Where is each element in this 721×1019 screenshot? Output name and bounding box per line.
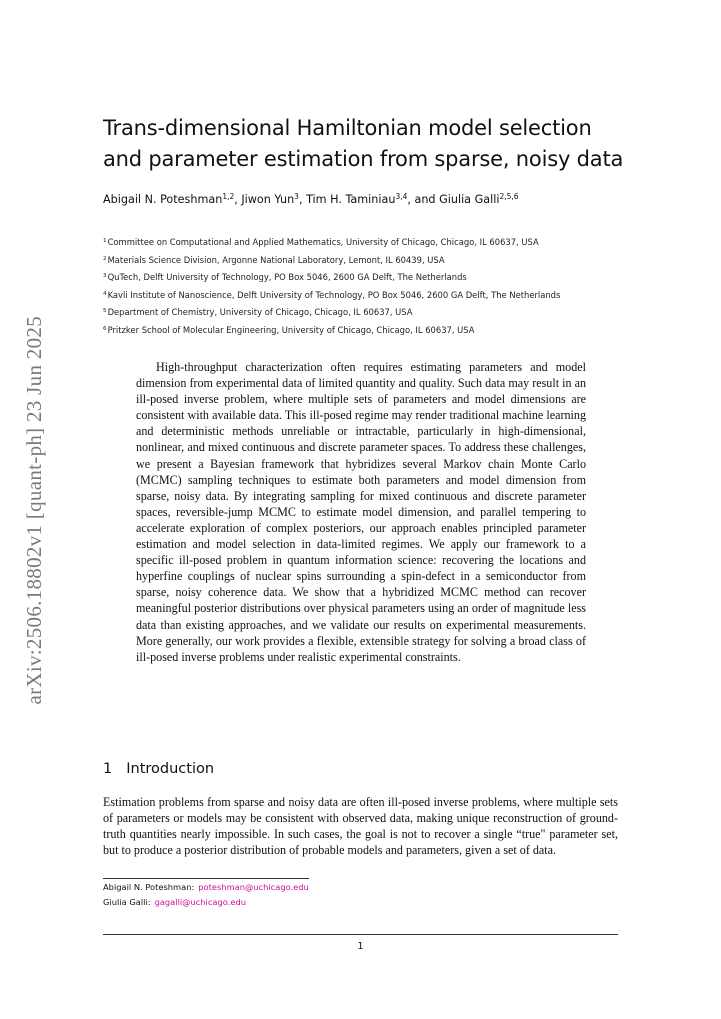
footnote-item <box>103 880 618 895</box>
affiliation-number: 2 <box>103 255 107 262</box>
section-number: 1 <box>103 761 113 777</box>
author-affiliation-mark: 2,5,6 <box>499 192 519 201</box>
footnote-author: Giulia Galli: <box>103 897 151 907</box>
email-link[interactable]: gagalli@uchicago.edu <box>154 897 246 907</box>
arxiv-identifier-text: arXiv:2506.18802v1 [quant-ph] 23 Jun 2025 <box>21 315 46 705</box>
footnotes <box>103 880 618 910</box>
affiliation-text: Kavli Institute of Nanoscience, Delft University of Technology, PO Box 5046, 2600 GA Delft, The Netherlands <box>107 289 561 300</box>
affiliation-text: Materials Science Division, Argonne National Laboratory, Lemont, IL 60439, USA <box>107 254 445 265</box>
affiliation-item <box>103 303 633 321</box>
author-affiliation-mark: 3,4 <box>395 192 408 201</box>
affiliation-text: Department of Chemistry, University of Chicago, Chicago, IL 60637, USA <box>107 307 413 318</box>
section-heading-introduction <box>103 759 214 779</box>
page-footer-divider <box>103 934 618 935</box>
affiliation-number: 6 <box>103 325 107 332</box>
author-name: Tim H. Taminiau <box>306 193 396 206</box>
footnote-divider <box>103 878 309 879</box>
author-affiliation-mark: 1,2 <box>222 192 235 201</box>
affiliation-item <box>103 286 633 304</box>
paper-title: Trans-dimensional Hamiltonian model selection and parameter estimation from sparse, noisy data <box>103 116 624 171</box>
page-number: 1 <box>357 941 364 952</box>
affiliation-item <box>103 321 633 339</box>
author-separator: , <box>298 193 307 206</box>
author-affiliation-mark: 3 <box>294 192 299 201</box>
affiliation-text: QuTech, Delft University of Technology, PO Box 5046, 2600 GA Delft, The Netherlands <box>107 272 467 283</box>
arxiv-identifier-sidebar <box>14 285 54 735</box>
affiliation-item <box>103 233 633 251</box>
author-separator: , <box>234 193 242 206</box>
affiliation-item <box>103 251 633 269</box>
author-name: Giulia Galli <box>439 193 500 206</box>
affiliation-number: 4 <box>103 290 107 297</box>
abstract: High-throughput characterization often requires estimating parameters and model dimension from experimental data of limited quantity and quality. Such data may result in an ill-posed inverse problem, where multiple sets of parameters and model dimensions are consistent with available data. This ill-posed regime may render traditional machine learning and deterministic methods unreliable or intractable, particularly in high-dimensional, nonlinear, and mixed continuous and discrete parameter spaces. To address these challenges, we present a Bayesian framework that hybridizes several Markov chain Monte Carlo (MCMC) sampling techniques to estimate both parameters and model dimension from sparse, noisy data. By integrating sampling for mixed continuous and discrete parameter spaces, reversible-jump MCMC to estimate model dimension, and parallel tempering to accelerate exploration of complex posteriors, our approach enables principled parameter estimation and model selection in data-limited regimes. We apply our framework to a specific ill-posed problem in quantum information science: recovering the locations and hyperfine couplings of nuclear spins surrounding a spin-defect in a semiconductor from sparse, noisy coherence data. We show that a hybridized MCMC method can recover meaningful posterior distributions over physical parameters using an order of magnitude less data than existing approaches, and we validate our results on experimental measurements. More generally, our work provides a flexible, extensible strategy for solving a broad class of ill-posed inverse problems under realistic experimental constraints. <box>136 360 586 664</box>
affiliation-number: 3 <box>103 273 107 280</box>
introduction-paragraph: Estimation problems from sparse and noisy data are often ill-posed inverse problems, where multiple sets of parameters or models may be consistent with observed data, making unique reconstruction of ground-truth quantities nearly impossible. In such cases, the goal is not to recover a single “true" parameter set, but to produce a posterior distribution of probable models and parameters, given a set of data. <box>103 795 618 858</box>
email-link[interactable]: poteshman@uchicago.edu <box>198 882 309 892</box>
affiliation-item <box>103 268 633 286</box>
author-name: Jiwon Yun <box>241 193 295 206</box>
footnote-item <box>103 895 618 910</box>
affiliation-text: Pritzker School of Molecular Engineering, University of Chicago, Chicago, IL 60637, USA <box>107 324 475 335</box>
author-name: Abigail N. Poteshman <box>103 193 223 206</box>
footnote-author: Abigail N. Poteshman: <box>103 882 195 892</box>
affiliation-number: 5 <box>103 308 107 315</box>
author-separator: , and <box>407 193 440 206</box>
affiliation-list <box>103 233 633 339</box>
section-title: Introduction <box>126 761 215 777</box>
author-list <box>103 188 633 209</box>
affiliation-text: Committee on Computational and Applied Mathematics, University of Chicago, Chicago, IL 60637, USA <box>107 237 539 247</box>
affiliation-number: 1 <box>103 238 107 244</box>
